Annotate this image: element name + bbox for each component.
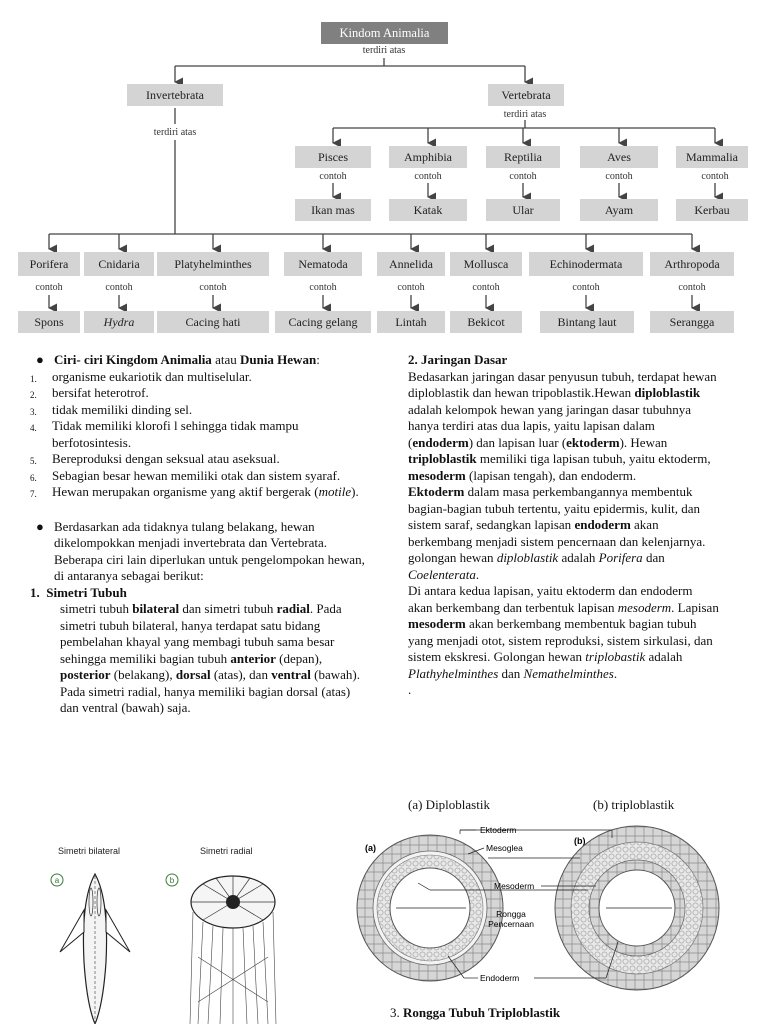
contoh-label: contoh (472, 282, 500, 293)
bullet-icon: ● (36, 518, 44, 534)
example-node: Bintang laut (540, 311, 634, 333)
jaringan-title: 2. Jaringan Dasar (408, 352, 508, 367)
example-node: Lintah (377, 311, 445, 333)
caption-triploblastik: (b) triploblastik (593, 797, 675, 812)
simetri-number: 1. (30, 584, 40, 600)
phylum-node: Mollusca (450, 252, 522, 276)
fig-bilateral-label: Simetri bilateral (58, 846, 121, 856)
germ-layer-diagram (356, 818, 768, 1004)
contoh-label: contoh (572, 282, 600, 293)
example-node: Ayam (580, 199, 658, 221)
contoh-label: contoh (397, 282, 425, 293)
phylum-node: Echinodermata (529, 252, 643, 276)
list-item: 5. Bereproduksi dengan seksual atau aseksual. (30, 451, 280, 466)
list-item: 7. Hewan merupakan organisme yang aktif bergerak (motile). (30, 484, 359, 499)
class-node: Mammalia (676, 146, 748, 168)
example-node: Katak (389, 199, 467, 221)
contoh-label: contoh (701, 171, 729, 182)
list-item: 4. Tidak memiliki klorofi l sehingga tidak mampu berfotosintesis. (30, 418, 299, 450)
list-item: 1. organisme eukariotik dan multiselular. (30, 368, 252, 384)
label-mesoderm: Mesoderm (494, 881, 535, 891)
ciri-heading (30, 352, 366, 369)
list-item: 3. tidak memiliki dinding sel. (30, 401, 193, 417)
root-node: Kindom Animalia (321, 22, 448, 44)
invertebrata-node: Invertebrata (127, 84, 223, 106)
diagram-b-marker: (b) (574, 836, 586, 846)
contoh-label: contoh (678, 282, 706, 293)
stray-dot: . (408, 682, 412, 697)
contoh-label: contoh (309, 282, 337, 293)
simetri-paragraph: simetri tubuh bilateral dan simetri tubuh radial. Pada simetri tubuh bilateral, hanya terdapat satu bidang pembelahan khayal yang membagi tubuh sama besar sehingga memiliki bagian tubuh anterior (depan), posterior (belakang), dorsal (atas), dan ventral (bawah). Pada simetri radial, hanya memiliki bagian dorsal (atas) dan ventral (bawah) saja. (60, 601, 361, 715)
phylum-node: Nematoda (284, 252, 362, 276)
ciri-title-join: atau (211, 352, 240, 367)
ciri-title-colon: : (316, 352, 320, 367)
example-node: Cacing hati (157, 311, 269, 333)
example-node: Spons (18, 311, 80, 333)
root-sublabel: terdiri atas (362, 45, 406, 56)
right-column (408, 352, 720, 699)
phylum-node: Porifera (18, 252, 80, 276)
phylum-node: Platyhelminthes (157, 252, 269, 276)
contoh-label: contoh (199, 282, 227, 293)
vertebra-paragraph: ● Berdasarkan ada tidaknya tulang belakang, hewan dikelompokkan menjadi invertebrata dan Vertebrata. Beberapa ciri lain diperlukan untuk pengelompokan hewan, di antaranya sebagai berikut: (36, 518, 365, 583)
list-item: 6. Sebagian besar hewan memiliki otak dan sistem syaraf. (30, 467, 341, 483)
caption-diploblastik: (a) Diploblastik (408, 797, 490, 812)
example-node: Bekicot (450, 311, 522, 333)
example-node: Ular (486, 199, 560, 221)
ciri-title: Ciri- ciri Kingdom Animalia (54, 352, 212, 367)
vertebrata-sublabel: terdiri atas (503, 109, 547, 120)
list-item: 2. bersifat heterotrof. (30, 385, 149, 400)
example-node: Cacing gelang (275, 311, 371, 333)
contoh-label: contoh (414, 171, 442, 182)
ciri-list (30, 369, 366, 501)
symmetry-illustration (40, 862, 310, 1024)
bullet-icon: ● (36, 352, 44, 367)
simetri-title: Simetri Tubuh (46, 584, 127, 600)
contoh-label: contoh (35, 282, 63, 293)
invertebrata-sublabel: terdiri atas (153, 127, 197, 138)
class-node: Reptilia (486, 146, 560, 168)
class-node: Amphibia (389, 146, 467, 168)
jaringan-paragraph-3: Di antara kedua lapisan, yaitu ektoderm dan endoderm akan berkembang dan terbentuk lapisan mesoderm. Lapisan mesoderm akan berkembang membentuk bagian tubuh yang menjadi otot, sistem reproduksi, sistem sirkulasi, dan sistem ekskresi. Golongan hewan triplobastik adalah Plathyhelminthes dan Nemathelminthes. (408, 583, 719, 681)
fig-b-marker: b (169, 876, 175, 885)
contoh-label: contoh (509, 171, 537, 182)
left-column (30, 352, 366, 717)
label-rongga: Rongga (496, 909, 526, 919)
phylum-node: Arthropoda (650, 252, 734, 276)
vertebrata-node: Vertebrata (488, 84, 564, 106)
phylum-node: Annelida (377, 252, 445, 276)
fig-radial-label: Simetri radial (200, 846, 253, 856)
label-pencernaan: Pencernaan (488, 919, 534, 929)
phylum-node: Cnidaria (84, 252, 154, 276)
fig-a-marker: a (54, 876, 60, 885)
diagram-a-marker: (a) (365, 843, 376, 853)
jaringan-paragraph-2: Ektoderm dalam masa perkembangannya membentuk bagian-bagian tubuh tertentu, yaitu epidermis, kulit, dan sistem saraf, sedangkan lapisan endoderm akan berkembang menjadi sistem pencernaan dan kelenjarnya. golongan hewan diploblastik adalah Porifera dan Coelenterata. (408, 484, 706, 582)
label-mesoglea: Mesoglea (486, 843, 523, 853)
ciri-title-dunia: Dunia Hewan (239, 352, 317, 367)
label-ektoderm: Ektoderm (480, 825, 517, 835)
class-node: Aves (580, 146, 658, 168)
example-node: Hydra (84, 311, 154, 333)
contoh-label: contoh (105, 282, 133, 293)
rongga-heading: 3. Rongga Tubuh Triploblastik (390, 1005, 561, 1020)
contoh-label: contoh (605, 171, 633, 182)
class-node: Pisces (295, 146, 371, 168)
jaringan-paragraph-1: Bedasarkan jaringan dasar penyusun tubuh, terdapat hewan diploblastik dan hewan tripoblastik.Hewan diploblastik adalah kelompok hewan yang jaringan dasar tubuhnya hanya terdiri atas dua lapis, yaitu lapisan dalam (endoderm) dan lapisan luar (ektoderm). Hewan triploblastik memiliki tiga lapisan tubuh, yaitu ektoderm, mesoderm (lapisan tengah), dan endoderm. (408, 368, 717, 483)
contoh-label: contoh (319, 171, 347, 182)
example-node: Serangga (650, 311, 734, 333)
simetri-heading (30, 585, 366, 602)
example-node: Ikan mas (295, 199, 371, 221)
example-node: Kerbau (676, 199, 748, 221)
label-endoderm: Endoderm (480, 973, 520, 983)
